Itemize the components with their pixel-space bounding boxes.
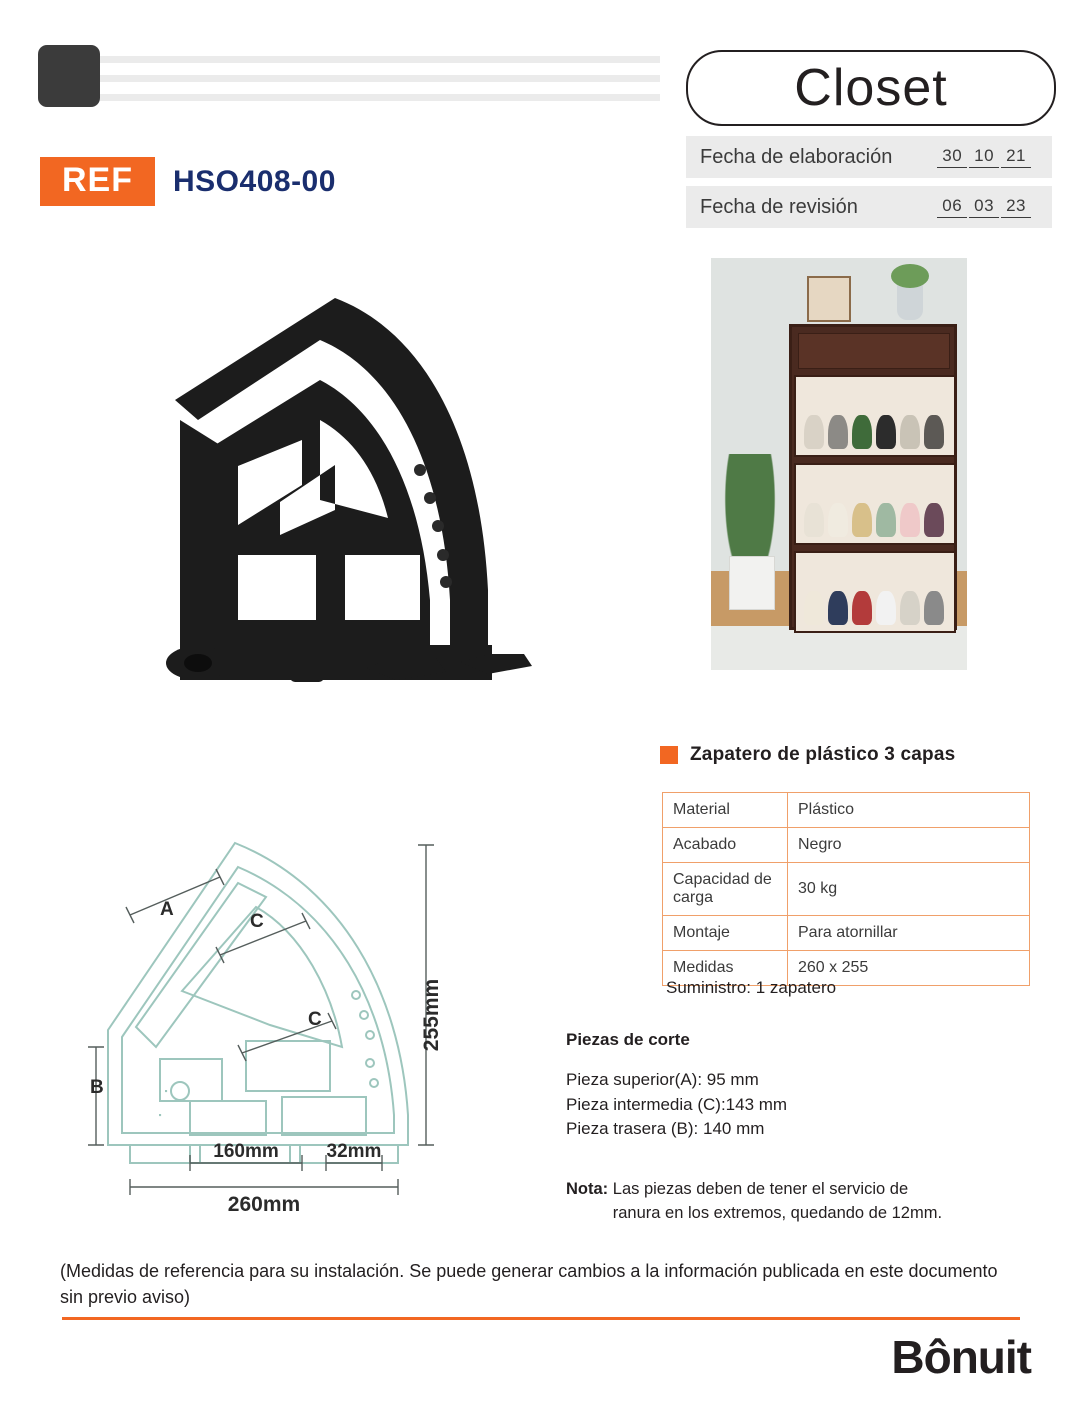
spec-key: Acabado: [663, 828, 788, 863]
photo-shoe: [852, 503, 872, 537]
photo-picture-frame: [807, 276, 851, 322]
cut-pieces-title: Piezas de corte: [566, 1030, 690, 1049]
revision-year: 23: [1001, 196, 1031, 218]
label-b: B: [90, 1077, 104, 1098]
photo-shoe: [876, 503, 896, 537]
spec-key: Capacidad de carga: [663, 863, 788, 916]
dim-width: 260mm: [227, 1193, 301, 1215]
footer-divider: [62, 1317, 1020, 1320]
reference-block: [40, 157, 336, 206]
photo-shoe: [876, 415, 896, 449]
note-label: Nota:: [566, 1180, 609, 1198]
page-title: Closet: [794, 59, 948, 117]
photo-shoe: [900, 503, 920, 537]
elaboration-month: 10: [969, 146, 999, 168]
table-row: [663, 793, 1030, 828]
label-a: A: [160, 899, 174, 920]
section-title-badge: [686, 50, 1056, 126]
photo-shoe: [828, 591, 848, 625]
photo-vase: [897, 280, 923, 320]
product-title-row: [660, 744, 955, 766]
header-decorative-lines: [100, 48, 660, 106]
elaboration-day: 30: [937, 146, 967, 168]
dim-small: 32mm: [326, 1141, 382, 1162]
elaboration-date-values: [936, 146, 1032, 168]
product-photo: [711, 258, 967, 670]
label-c1: C: [250, 911, 264, 932]
ref-label: REF: [40, 157, 155, 206]
spec-table: [662, 792, 1030, 986]
photo-shoe: [804, 591, 824, 625]
photo-shoe: [828, 415, 848, 449]
photo-shoe: [804, 503, 824, 537]
note-block: [566, 1178, 986, 1226]
spec-value: Negro: [788, 828, 1030, 863]
dim-height: 255mm: [420, 978, 443, 1052]
elaboration-date-row: [686, 136, 1052, 178]
spec-key: Medidas: [663, 951, 788, 986]
table-row: [663, 863, 1030, 916]
supply-text: Suministro: 1 zapatero: [666, 978, 837, 997]
spec-value: Para atornillar: [788, 916, 1030, 951]
photo-plant-pot: [729, 556, 775, 610]
header-line-3: [100, 94, 660, 101]
revision-month: 03: [969, 196, 999, 218]
photo-shoe: [852, 591, 872, 625]
photo-shoe: [804, 415, 824, 449]
revision-date-label: Fecha de revisión: [700, 195, 858, 218]
photo-shoe-tray: [794, 375, 956, 457]
table-row: [663, 828, 1030, 863]
header-logo-block: [38, 45, 100, 107]
disclaimer-text: (Medidas de referencia para su instalación. Se puede generar cambios a la información publicada en este documento sin previo aviso): [60, 1261, 998, 1308]
ref-code: HSO408-00: [173, 164, 336, 198]
photo-shoe: [828, 503, 848, 537]
spec-value: Plástico: [788, 793, 1030, 828]
elaboration-date-label: Fecha de elaboración: [700, 145, 893, 168]
technical-drawing: [70, 815, 600, 1215]
table-row: [663, 916, 1030, 951]
header-line-2: [100, 75, 660, 82]
revision-date-row: [686, 186, 1052, 228]
photo-shoe: [924, 415, 944, 449]
spec-value: 30 kg: [788, 863, 1030, 916]
spec-value: 260 x 255: [788, 951, 1030, 986]
product-render: [120, 270, 580, 710]
cut-pieces-list: Pieza superior(A): 95 mm Pieza intermedia (C):143 mm Pieza trasera (B): 140 mm: [566, 1070, 788, 1139]
photo-shoe-tray: [794, 463, 956, 545]
dim-inner: 160mm: [213, 1141, 279, 1162]
elaboration-year: 21: [1001, 146, 1031, 168]
bullet-square-icon: [660, 746, 678, 764]
revision-day: 06: [937, 196, 967, 218]
photo-shoe-cabinet: [789, 324, 957, 630]
header-line-1: [100, 56, 660, 63]
photo-shoe: [900, 591, 920, 625]
photo-shoe: [852, 415, 872, 449]
photo-shoe: [876, 591, 896, 625]
label-c2: C: [308, 1009, 322, 1030]
photo-shoe: [900, 415, 920, 449]
product-title: Zapatero de plástico 3 capas: [690, 744, 956, 765]
photo-shoe: [924, 591, 944, 625]
spec-key: Material: [663, 793, 788, 828]
photo-shoe-tray: [794, 551, 956, 633]
note-body: Las piezas deben de tener el servicio de ranura en los extremos, quedando de 12mm.: [612, 1180, 943, 1222]
photo-cabinet-drawer: [798, 333, 950, 369]
photo-shoe: [924, 503, 944, 537]
revision-date-values: [936, 196, 1032, 218]
spec-key: Montaje: [663, 916, 788, 951]
brand-logo: Bônuit: [891, 1331, 1031, 1383]
